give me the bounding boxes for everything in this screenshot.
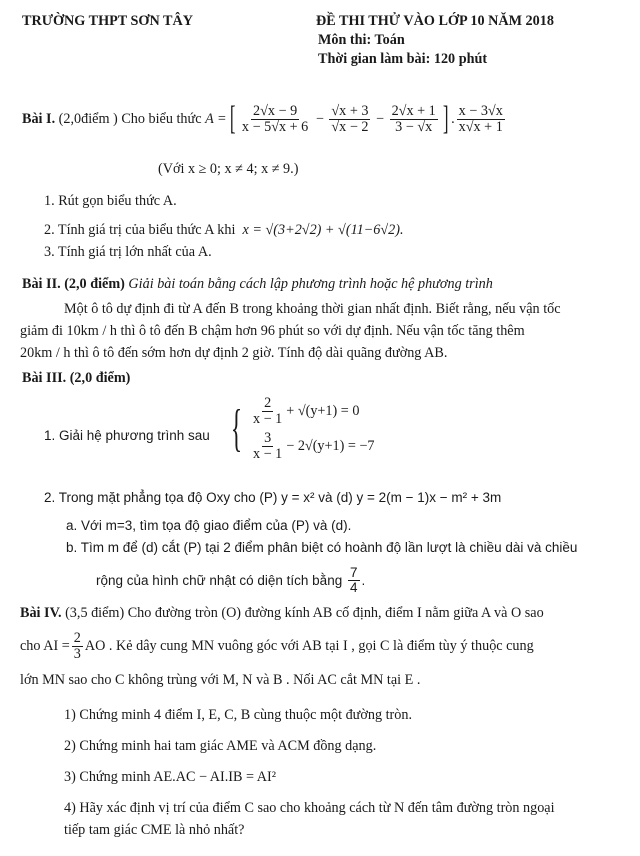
bai4-question-2: 2) Chứng minh hai tam giác AME và ACM đồng dạng. bbox=[64, 738, 377, 754]
system-brace: { bbox=[230, 399, 243, 457]
bai1-frac-2 bbox=[329, 104, 370, 135]
frac2-den: √x − 2 bbox=[331, 118, 369, 135]
bai3-qb2-text: rộng của hình chữ nhật có diện tích bằng bbox=[96, 573, 343, 589]
bai1-frac-4 bbox=[457, 104, 505, 135]
bai2-label: Bài II. bbox=[22, 276, 61, 292]
bai4-question-3: 3) Chứng minh AE.AC − AI.IB = AI² bbox=[64, 769, 276, 785]
bai2-line-3: 20km / h thì ô tô đến sớm hơn dự định 2 giờ. Tính độ dài quãng đường AB. bbox=[20, 345, 448, 361]
bai1-expr-lhs: A = bbox=[205, 110, 227, 127]
bai3-label: Bài III. bbox=[22, 370, 67, 386]
bai3-system bbox=[224, 396, 375, 462]
frac1-den: x − 5√x + 6 bbox=[241, 118, 309, 135]
bai4-line2a: cho AI = bbox=[20, 637, 70, 654]
bai4-line-2 bbox=[20, 631, 534, 662]
bai3-heading bbox=[22, 370, 130, 387]
frac3-den: 3 − √x bbox=[395, 118, 433, 135]
system-eq-1 bbox=[249, 396, 375, 427]
eq1-rest: + √(y+1) = 0 bbox=[286, 402, 360, 419]
exam-title: ĐỀ THI THỬ VÀO LỚP 10 NĂM 2018 bbox=[316, 13, 554, 29]
bai4-frac-num: 2 bbox=[73, 630, 81, 646]
bai3-question-2a: a. Với m=3, tìm tọa độ giao điểm của (P) và (d). bbox=[66, 518, 352, 533]
bai3-question-2b-cont bbox=[96, 566, 365, 595]
system-eq-2 bbox=[249, 431, 375, 462]
bai1-question-3: 3. Tính giá trị lớn nhất của A. bbox=[44, 244, 212, 260]
exam-subject: Môn thi: Toán bbox=[318, 32, 405, 48]
frac4-den: x√x + 1 bbox=[458, 118, 503, 135]
bai1-question-2 bbox=[44, 222, 404, 239]
bai2-points: (2,0 điểm) bbox=[64, 276, 125, 292]
school-name: TRƯỜNG THPT SƠN TÂY bbox=[22, 13, 193, 29]
frac2-num: √x + 3 bbox=[331, 102, 369, 119]
bai3-question-2b: b. Tìm m để (d) cắt (P) tại 2 điểm phân biệt có hoành độ lần lượt là chiều dài và chiều bbox=[66, 540, 578, 555]
left-bracket: [ bbox=[229, 100, 236, 137]
bai1-q2-text: 2. Tính giá trị của biểu thức A khi bbox=[44, 222, 236, 238]
bai2-line-1: Một ô tô dự định đi từ A đến B trong khoảng thời gian nhất định. Biết rằng, nếu vận tốc bbox=[64, 301, 561, 317]
bai4-line-1 bbox=[20, 605, 544, 622]
frac3-num: 2√x + 1 bbox=[391, 102, 436, 119]
bai4-frac-den: 3 bbox=[73, 645, 81, 662]
bai1-condition: (Với x ≥ 0; x ≠ 4; x ≠ 9.) bbox=[158, 161, 299, 177]
bai1-label: Bài I. bbox=[22, 110, 56, 127]
bai4-line2b: AO . Kẻ dây cung MN vuông góc với AB tại I , gọi C là điểm tùy ý thuộc cung bbox=[84, 637, 534, 654]
bai3-qb2-end: . bbox=[361, 573, 366, 589]
bai2-heading bbox=[22, 276, 493, 293]
bai1-q2-expr: x = √(3+2√2) + √(11−6√2). bbox=[242, 222, 404, 238]
bai3-question-2: 2. Trong mặt phẳng tọa độ Oxy cho (P) y = x² và (d) y = 2(m − 1)x − m² + 3m bbox=[44, 490, 502, 505]
bai4-line-3: lớn MN sao cho C không trùng với M, N và B . Nối AC cắt MN tại E . bbox=[20, 672, 421, 688]
frac4-num: x − 3√x bbox=[458, 102, 503, 119]
system-equations bbox=[249, 396, 375, 462]
eq1-den: x − 1 bbox=[252, 410, 283, 427]
bai3-question-1: 1. Giải hệ phương trình sau bbox=[44, 428, 210, 443]
bai2-instruction: Giải bài toán bằng cách lập phương trình hoặc hệ phương trình bbox=[128, 276, 493, 292]
eq1-num: 2 bbox=[264, 395, 272, 411]
bai4-label: Bài IV. bbox=[20, 605, 62, 621]
bai4-line1-text: (3,5 điểm) Cho đường tròn (O) đường kính AB cố định, điểm I nằm giữa A và O sao bbox=[65, 605, 544, 621]
bai4-question-4b: tiếp tam giác CME là nhỏ nhất? bbox=[64, 822, 245, 838]
bai4-question-1: 1) Chứng minh 4 điểm I, E, C, B cùng thuộc một đường tròn. bbox=[64, 707, 412, 723]
bai1-points: (2,0điểm ) Cho biểu thức bbox=[58, 110, 202, 127]
bai2-line-2: giảm đi 10km / h thì ô tô đến B chậm hơn 96 phút so với dự định. Nếu vận tốc tăng thêm bbox=[20, 323, 525, 339]
frac1-num: 2√x − 9 bbox=[253, 102, 298, 119]
bai3-frac-den: 4 bbox=[349, 580, 358, 596]
bai1-question-1: 1. Rút gọn biểu thức A. bbox=[44, 193, 177, 209]
right-bracket: ] bbox=[442, 100, 449, 137]
bai1-statement: Bài I. (2,0điểm ) Cho biểu thức A = [ $\frac{2√x - 9}{x - 5√x + 6}$ − $\frac{√x + 3}{√x - 2}$ − $\frac{2√x + 1}{3 - √x}$ ] . $\frac{x - 3√x}{x√x + 1}$ bbox=[22, 100, 503, 137]
eq2-num: 3 bbox=[264, 429, 272, 446]
bai1-frac-3 bbox=[390, 104, 438, 135]
eq2-den: x − 1 bbox=[252, 445, 283, 462]
eq2-rest: − 2√(y+1) = −7 bbox=[286, 437, 375, 454]
bai3-frac-num: 7 bbox=[349, 565, 358, 580]
bai1-frac-1 bbox=[240, 104, 310, 135]
bai3-points: (2,0 điểm) bbox=[69, 370, 131, 386]
exam-duration: Thời gian làm bài: 120 phút bbox=[318, 51, 488, 67]
bai4-question-4a: 4) Hãy xác định vị trí của điểm C sao cho khoảng cách từ N đến tâm đường tròn ngoại bbox=[64, 800, 555, 816]
